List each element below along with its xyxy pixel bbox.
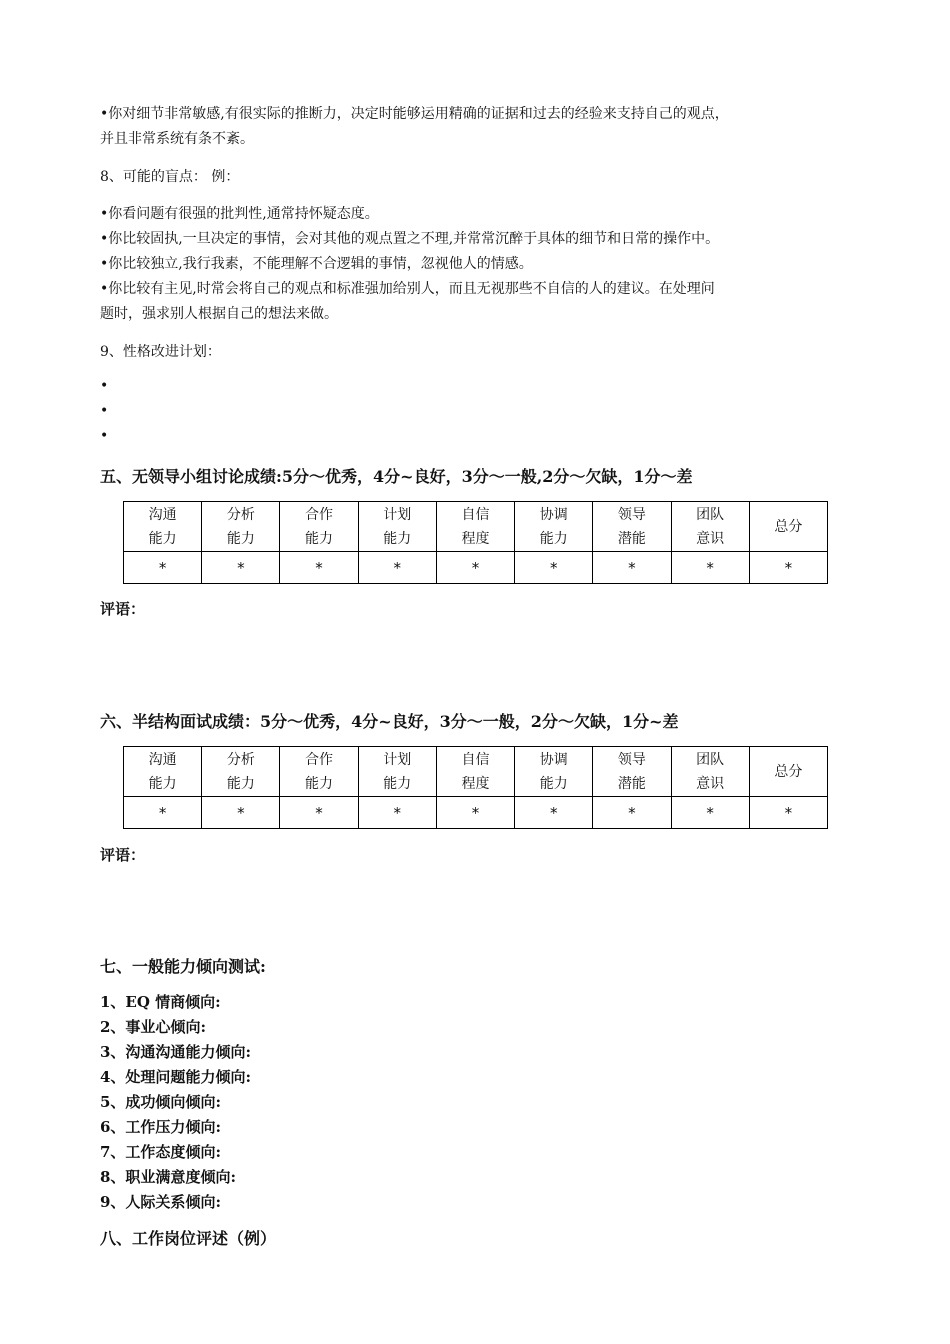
interview-score-table (123, 746, 828, 829)
score-cell[interactable]: * (124, 552, 202, 584)
header-planning: 计划 能力 (358, 502, 436, 552)
header-analysis: 分析 能力 (202, 747, 280, 797)
header-teamwork: 团队 意识 (671, 747, 749, 797)
blindspot-item: •你比较有主见,时常会将自己的观点和标准强加给别人，而且无视那些不自信的人的建议。在处理问 (100, 281, 715, 297)
blindspot-item: •你比较独立,我行我素，不能理解不合逻辑的事情，忽视他人的情感。 (100, 256, 533, 272)
header-teamwork: 团队 意识 (671, 502, 749, 552)
header-confidence: 自信 程度 (436, 502, 514, 552)
section7-title: 七、一般能力倾向测试: (100, 957, 266, 976)
score-cell[interactable]: * (593, 797, 671, 829)
section6-title: 六、半结构面试成绩：5分～优秀，4分~良好，3分～一般，2分～欠缺，1分~差 (100, 712, 679, 731)
score-cell[interactable]: * (202, 797, 280, 829)
aptitude-item: 6、工作压力倾向: (100, 1118, 221, 1136)
score-cell[interactable]: * (671, 797, 749, 829)
score-cell[interactable]: * (358, 552, 436, 584)
score-cell[interactable]: * (515, 552, 593, 584)
section6-comment-label: 评语： (100, 846, 146, 864)
score-cell[interactable]: * (124, 797, 202, 829)
aptitude-item: 9、人际关系倾向: (100, 1193, 221, 1211)
section8-title: 八、工作岗位评述（例） (100, 1229, 277, 1248)
plan-bullet: • (100, 403, 109, 419)
plan-bullet: • (100, 428, 109, 444)
section5-title: 五、无领导小组讨论成绩:5分～优秀，4分~良好，3分～一般,2分～欠缺，1分～差 (100, 467, 693, 486)
score-cell[interactable]: * (749, 552, 827, 584)
header-cooperation: 合作 能力 (280, 502, 358, 552)
aptitude-item: 7、工作态度倾向: (100, 1143, 221, 1161)
blindspots-title: 8、可能的盲点： 例： (100, 169, 240, 185)
header-analysis: 分析 能力 (202, 502, 280, 552)
score-cell[interactable]: * (436, 797, 514, 829)
header-coordination: 协调 能力 (515, 747, 593, 797)
intro-line-1: •你对细节非常敏感,有很实际的推断力，决定时能够运用精确的证据和过去的经验来支持自己的观点， (100, 106, 729, 122)
header-leadership: 领导 潜能 (593, 502, 671, 552)
header-leadership: 领导 潜能 (593, 747, 671, 797)
header-confidence: 自信 程度 (436, 747, 514, 797)
header-cooperation: 合作 能力 (280, 747, 358, 797)
blindspot-item: •你比较固执,一旦决定的事情，会对其他的观点置之不理,并常常沉醉于具体的细节和日常的操作中。 (100, 231, 720, 247)
score-cell[interactable]: * (515, 797, 593, 829)
aptitude-item: 1、EQ 情商倾向: (100, 993, 221, 1011)
aptitude-item: 8、职业满意度倾向: (100, 1168, 236, 1186)
score-cell[interactable]: * (436, 552, 514, 584)
score-cell[interactable]: * (202, 552, 280, 584)
score-cell[interactable]: * (358, 797, 436, 829)
score-cell[interactable]: * (593, 552, 671, 584)
blindspot-item: •你看问题有很强的批判性,通常持怀疑态度。 (100, 206, 379, 222)
header-communication: 沟通 能力 (124, 502, 202, 552)
aptitude-item: 3、沟通沟通能力倾向: (100, 1043, 251, 1061)
score-cell[interactable]: * (280, 797, 358, 829)
aptitude-item: 5、成功倾向倾向: (100, 1093, 221, 1111)
aptitude-item: 4、处理问题能力倾向: (100, 1068, 251, 1086)
intro-line-2: 并且非常系统有条不紊。 (100, 131, 254, 147)
header-total: 总分 (749, 502, 827, 552)
plan-bullet: • (100, 378, 109, 394)
group-discussion-score-table (123, 501, 828, 584)
blindspot-item-cont: 题时，强求别人根据自己的想法来做。 (100, 306, 338, 322)
score-cell[interactable]: * (749, 797, 827, 829)
score-cell[interactable]: * (280, 552, 358, 584)
section5-comment-label: 评语： (100, 600, 146, 618)
plan-title: 9、性格改进计划： (100, 344, 221, 360)
aptitude-item: 2、事业心倾向: (100, 1018, 206, 1036)
header-communication: 沟通 能力 (124, 747, 202, 797)
header-total: 总分 (749, 747, 827, 797)
header-coordination: 协调 能力 (515, 502, 593, 552)
header-planning: 计划 能力 (358, 747, 436, 797)
score-cell[interactable]: * (671, 552, 749, 584)
